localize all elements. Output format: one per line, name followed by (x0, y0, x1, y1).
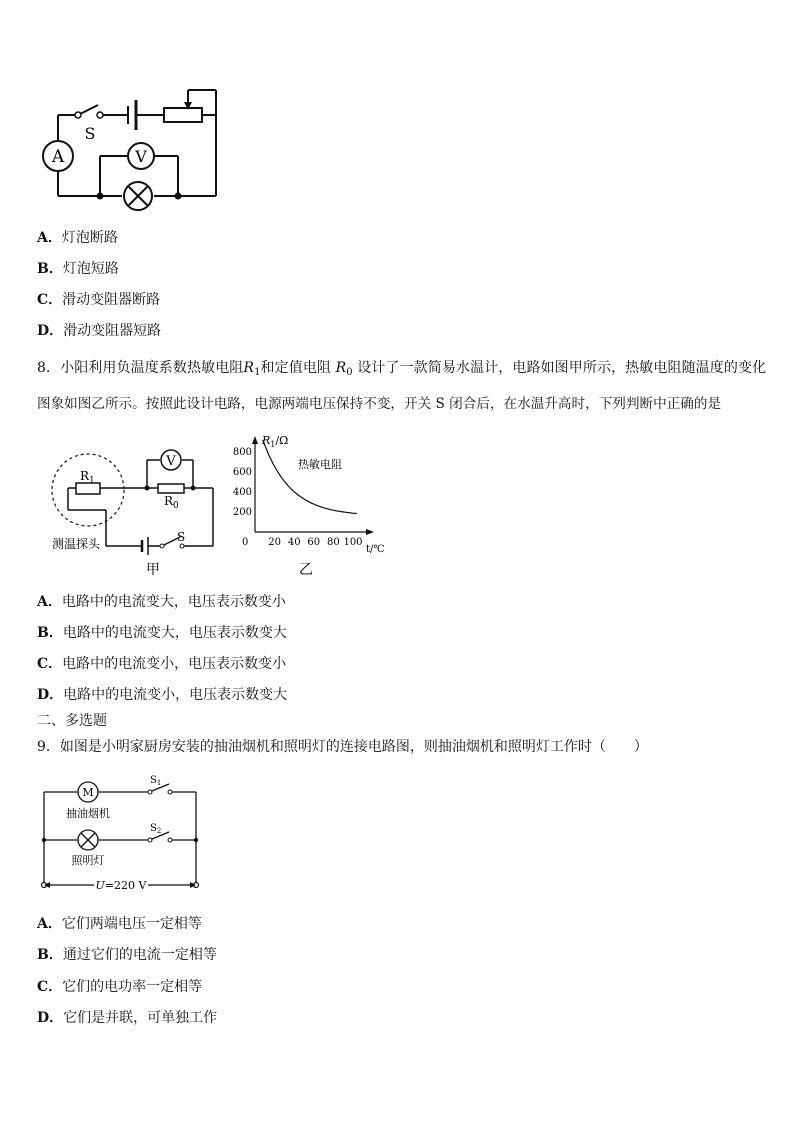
graph-xtick-label: 20 (268, 537, 281, 548)
s1-label: $S_1$ (150, 775, 162, 787)
motor-symbol: M (82, 786, 94, 799)
q9-circuit-diagram (36, 770, 206, 895)
jia-r1-label: $R_1$ (80, 469, 95, 486)
q9-option-a: A．它们两端电压一定相等 (37, 916, 202, 932)
graph-ytick-label: 400 (232, 487, 252, 498)
motor-label: 抽油烟机 (66, 807, 110, 820)
q8-option-a: A．电路中的电流变大，电压表示数变小 (37, 594, 286, 610)
graph-xtick-label: 60 (307, 537, 321, 548)
graph-xtick-label: 100 (343, 537, 363, 548)
voltage-label: U=220 V (95, 879, 147, 892)
graph-ytick-label: 800 (232, 447, 252, 458)
q8-option-b: B．电路中的电流变大，电压表示数变大 (37, 625, 287, 641)
q8-stem-line2: 图象如图乙所示。按照此设计电路，电源两端电压保持不变，开关 S 闭合后，在水温升高时，下列判断中正确的是 (37, 396, 722, 412)
q8-option-c: C．电路中的电流变小，电压表示数变小 (37, 656, 287, 672)
q8-figure-yi-graph (232, 432, 400, 582)
q9-option-d: D．它们是并联，可单独工作 (37, 1010, 218, 1026)
jia-voltmeter-label: V (166, 454, 176, 469)
graph-ylabel: $R_1/\Omega$ (262, 434, 289, 449)
jia-switch-label: S (177, 530, 186, 544)
ammeter-label: A (51, 147, 65, 167)
graph-curve-label: 热敏电阻 (298, 458, 342, 471)
q9-option-b: B．通过它们的电流一定相等 (37, 947, 217, 963)
graph-xlabel: t/℃ (366, 544, 385, 555)
jia-probe-label: 测温探头 (52, 537, 101, 551)
graph-ytick-label: 600 (232, 467, 252, 478)
q7-option-c: C．滑动变阻器断路 (37, 292, 161, 308)
s2-label: $S_2$ (150, 823, 162, 835)
q9-stem: 9．如图是小明家厨房安装的抽油烟机和照明灯的连接电路图，则抽油烟机和照明灯工作时（ ） (37, 739, 648, 755)
graph-xtick-label: 80 (327, 537, 340, 548)
graph-ytick-label: 200 (232, 507, 252, 518)
q8-option-d: D．电路中的电流变小，电压表示数变大 (37, 687, 288, 703)
q7-option-a: A．灯泡断路 (37, 230, 118, 246)
q8-stem-line1: 8．小阳利用负温度系数热敏电阻$R_1$和定值电阻 $R_0$ 设计了一款简易水温计，电路如图甲所示，热敏电阻随温度的变化 (37, 360, 767, 378)
yi-caption: 乙 (299, 562, 313, 578)
voltmeter-label: V (135, 147, 147, 166)
q7-option-b: B．灯泡短路 (37, 261, 119, 277)
q9-option-c: C．它们的电功率一定相等 (37, 979, 203, 995)
graph-xtick-label: 40 (287, 537, 301, 548)
lamp-label: 照明灯 (71, 854, 105, 867)
switch-label: S (84, 124, 96, 143)
section-title-multiple-choice: 二、多选题 (37, 713, 107, 729)
jia-caption: 甲 (146, 562, 160, 578)
q7-circuit-diagram (38, 80, 228, 215)
jia-r0-label: $R_0$ (164, 494, 179, 511)
q7-option-d: D．滑动变阻器短路 (37, 323, 162, 339)
q8-figure-jia (50, 440, 225, 580)
graph-origin-label: 0 (242, 537, 249, 548)
thermistor-curve (263, 440, 357, 514)
